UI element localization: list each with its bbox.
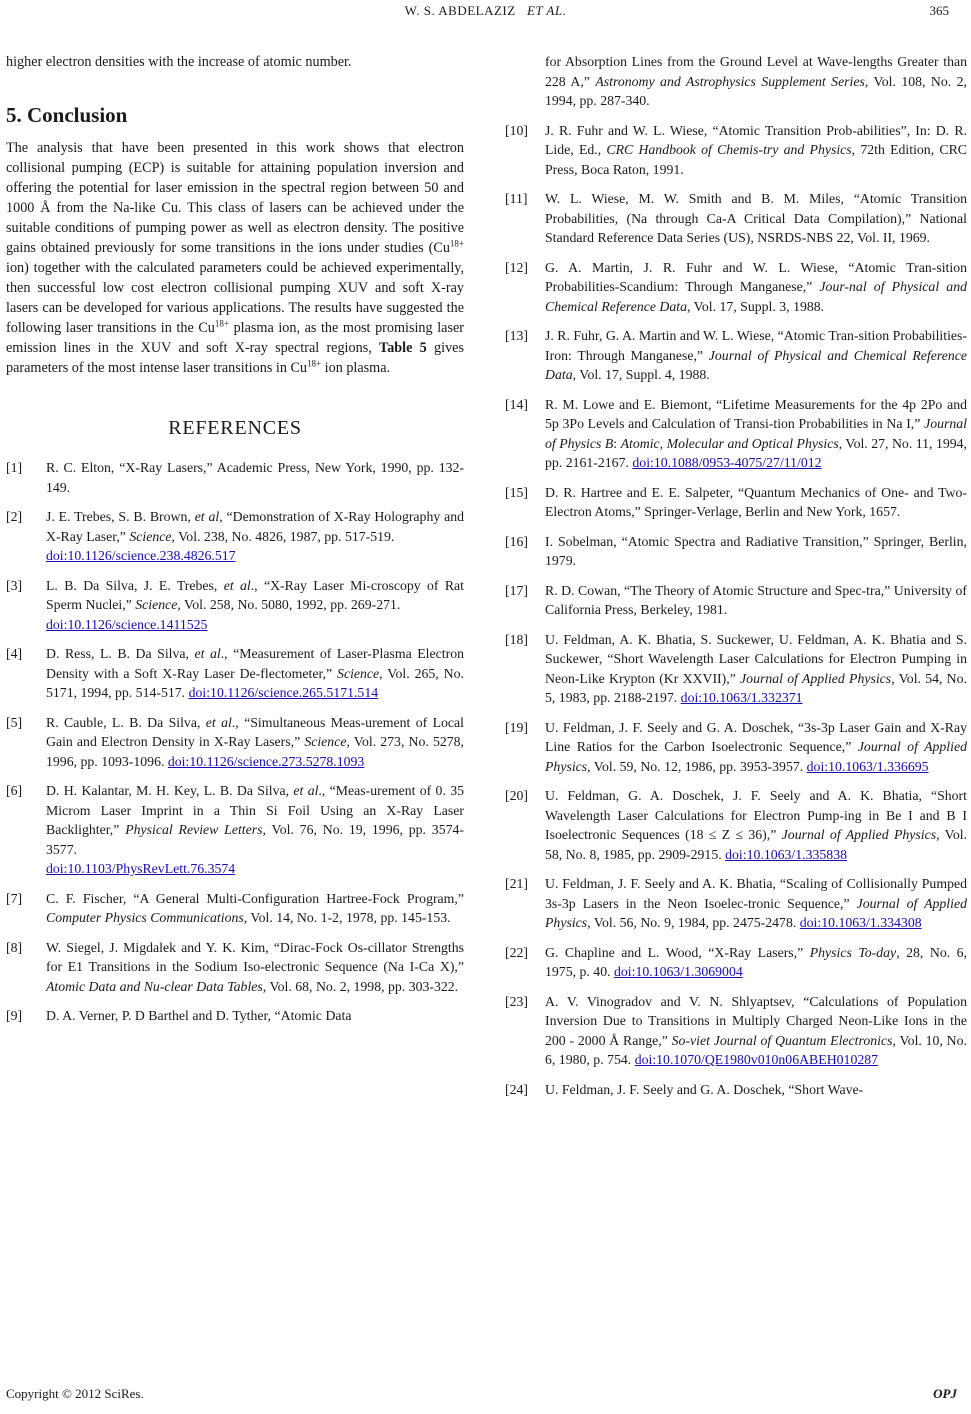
page-header [0, 0, 971, 28]
reference-item [505, 874, 967, 933]
reference-text: , Vol. 238, No. 4826, 1987, pp. 517-519. [171, 528, 395, 544]
charge-superscript: 18+ [307, 358, 322, 369]
reference-number: [11] [505, 191, 528, 206]
reference-item [6, 644, 464, 703]
reference-text: for Absorption Lines from the Ground Level at Wave-lengths Greater than 228 A,” [545, 54, 967, 89]
reference-number: [16] [505, 533, 528, 549]
journal-abbreviation: OPJ [933, 1386, 957, 1401]
table-reference: Table 5 [379, 340, 427, 356]
reference-journal: Computer Physics Communications [46, 910, 244, 925]
reference-journal: So-viet Journal of Quantum Electronics [671, 1032, 893, 1048]
intro-paragraph: higher electron densities with the increase of atomic number. [6, 54, 352, 70]
conclusion-text-2: ion) together with the calculated parameters could be achieved experimentally, then successful low cost electron collisional pumping XUV and soft X-ray lasers can be developed for various applications. The results have suggested the following laser transitions in the Cu [6, 260, 464, 336]
reference-item [505, 395, 967, 473]
reference-text: G. A. Martin, J. R. Fuhr and W. L. Wiese, “Atomic Tran-sition Probabilities-Scandium: Through Manganese,” [545, 259, 967, 294]
reference-text: D. R. Hartree and E. E. Salpeter, “Quantum Mechanics of One- and Two-Electron Atoms,” Springer-Verlage, Berlin and New York, 1657. [545, 484, 967, 519]
running-head [0, 3, 971, 19]
doi-link[interactable]: doi:10.1063/1.332371 [680, 690, 803, 705]
doi-link[interactable]: doi:10.1063/1.336695 [806, 758, 929, 774]
reference-text: R. C. Elton, “X-Ray Lasers,” Academic Press, New York, 1990, pp. 132-149. [46, 460, 464, 495]
reference-number: [24] [505, 1081, 528, 1097]
reference-item [505, 258, 967, 317]
reference-number: [17] [505, 582, 528, 598]
reference-item [505, 189, 967, 248]
reference-item [6, 713, 464, 772]
reference-italic: et al [194, 646, 221, 661]
reference-text: , Vol. 108, No. 2, 1994, pp. 287-340. [545, 73, 967, 108]
running-head-etal: ET AL. [526, 3, 567, 18]
reference-text: , Vol. 265, No. 5171, 1994, pp. 514-517. [46, 665, 464, 700]
reference-text: L. B. Da Silva, J. E. Trebes, [46, 577, 224, 593]
reference-number: [6] [6, 783, 23, 798]
reference-text: U. Feldman, J. F. Seely and G. A. Doschek, “3s-3p Laser Gain and X-Ray Line Ratios for the Carbon Isoelectronic Sequence,” [545, 719, 967, 754]
reference-journal: Science [129, 528, 172, 544]
doi-link[interactable]: doi:10.1063/1.335838 [725, 846, 847, 862]
doi-link[interactable]: doi:10.1126/science.238.4826.517 [46, 548, 236, 563]
reference-text: , Vol. 58, No. 8, 1985, pp. 2909-2915. [545, 827, 967, 862]
reference-text: G. Chapline and L. Wood, “X-Ray Lasers,” [545, 944, 810, 960]
reference-item [6, 938, 464, 997]
reference-item [505, 483, 967, 522]
reference-text: D. A. Verner, P. D Barthel and D. Tyther, “Atomic Data [46, 1008, 352, 1023]
doi-link[interactable]: doi:10.1126/science.1411525 [46, 616, 208, 632]
conclusion-text-5: ion plasma. [321, 360, 391, 376]
reference-number: [23] [505, 993, 528, 1009]
reference-text: , Vol. 14, No. 1-2, 1978, pp. 145-153. [243, 910, 451, 925]
page-number: 365 [929, 3, 949, 18]
reference-journal: Physical Review Letters [125, 822, 263, 837]
reference-text: U. Feldman, G. A. Doschek, J. F. Seely and A. K. Bhatia, “Short Wavelength Laser Calculations for Electron Pump-ing in Be I and B I Isoelectronic Sequences (18 ≤ Z ≤ 36),” [545, 788, 967, 842]
left-column [6, 52, 464, 1036]
reference-text: , Vol. 54, No. 5, 1983, pp. 2188-2197. [545, 670, 967, 705]
reference-item [505, 786, 967, 864]
reference-text: R. D. Cowan, “The Theory of Atomic Structure and Spec-tra,” University of California Press, Berkeley, 1981. [545, 582, 967, 617]
reference-text: ., “Meas-urement of 0. 35 Microm Laser Imprint in a Thin Si Foil Using an X-Ray Laser Backlighter,” [46, 783, 465, 837]
reference-text: C. F. Fischer, “A General Multi-Configuration Hartree-Fock Program,” [46, 890, 464, 906]
doi-link[interactable]: doi:10.1070/QE1980v010n06ABEH010287 [634, 1052, 879, 1067]
reference-italic: et al [293, 783, 319, 798]
reference-item [505, 630, 967, 708]
reference-item [6, 889, 464, 928]
reference-item [505, 718, 967, 777]
reference-number: [15] [505, 484, 528, 500]
conclusion-text-4: gives parameters of the most intense laser transitions in Cu [6, 340, 464, 376]
reference-text: I. Sobelman, “Atomic Spectra and Radiative Transition,” Springer, Berlin, 1979. [545, 533, 967, 568]
charge-superscript: 18+ [449, 238, 464, 249]
reference-journal: Journal of Applied Physics [740, 670, 892, 686]
reference-text: U. Feldman, J. F. Seely and G. A. Doschek, “Short Wave- [545, 1081, 864, 1097]
reference-item [505, 121, 967, 180]
reference-journal: Physics To-day [809, 944, 897, 960]
reference-number: [4] [6, 646, 23, 661]
reference-journal: CRC Handbook of Chemis-try and Physics [606, 142, 852, 157]
reference-number: [12] [505, 259, 528, 275]
reference-italic: et al [223, 577, 251, 593]
reference-text: ., “Measurement of Laser-Plasma Electron Density with a Soft X-Ray Laser De-flectometer,” [46, 646, 464, 681]
reference-journal: Astronomy and Astrophysics Supplement Series [595, 73, 865, 89]
reference-item [6, 576, 464, 635]
conclusion-text-1: The analysis that have been presented in this work shows that electron collisional pumping (ECP) is suitable for attaining population inversion and offering the potential for laser emission in the spectral region between 50 and 1000 Å from the Na-like Cu. This class of lasers can be achieved under the suitable conditions of pumping power as well as electron density. The positive gains obtained previously for some transitions in the ions under studies (Cu [6, 140, 464, 256]
reference-number: [21] [505, 876, 528, 891]
reference-item [505, 1080, 967, 1100]
reference-text: R. Cauble, L. B. Da Silva, [46, 714, 206, 730]
reference-journal: Journal of Physics B [545, 416, 967, 451]
reference-item [6, 1006, 464, 1026]
running-head-author: W. S. ABDELAZIZ [404, 3, 516, 18]
charge-superscript: 18+ [214, 318, 229, 329]
reference-text: , Vol. 56, No. 9, 1984, pp. 2475-2478. [587, 915, 800, 930]
reference-text: , Vol. 76, No. 19, 1996, pp. 3574-3577. [46, 822, 464, 857]
reference-journal: Science [135, 597, 178, 612]
reference-journal: Jour-nal of Physical and Chemical Reference Data [545, 279, 967, 314]
doi-link[interactable]: doi:10.1063/1.334308 [799, 915, 922, 930]
reference-item [6, 507, 464, 566]
reference-text: U. Feldman, A. K. Bhatia, S. Suckewer, U. Feldman, A. K. Bhatia and S. Suckewer, “Short Wavelength Laser Calculations for Electron Pumping in Neon-Like Krypton (Kr XXVII),” [545, 631, 967, 686]
doi-link[interactable]: doi:10.1126/science.273.5278.1093 [167, 753, 365, 769]
reference-text: J. E. Trebes, S. B. Brown, [46, 509, 195, 524]
doi-link[interactable]: doi:10.1088/0953-4075/27/11/012 [632, 455, 822, 470]
reference-journal: Journal of Applied Physics [545, 739, 967, 774]
reference-number: [2] [6, 509, 23, 524]
reference-text: W. Siegel, J. Migdalek and Y. K. Kim, “Dirac-Fock Os-cillator Strengths for E1 Transitions in the Sodium Iso-electronic Sequence (Na I-Ca X),” [46, 939, 464, 974]
reference-number: [13] [505, 328, 528, 343]
reference-journal: Journal of Physical and Chemical Reference Data [545, 347, 967, 382]
reference-item [505, 992, 967, 1070]
doi-link[interactable]: doi:10.1063/1.3069004 [613, 964, 743, 979]
reference-text: , Vol. 68, No. 2, 1998, pp. 303-322. [262, 978, 459, 994]
reference-text: : [613, 435, 621, 451]
reference-number: [10] [505, 122, 528, 138]
reference-italic: et al [194, 509, 220, 524]
reference-number: [1] [6, 460, 23, 475]
reference-item [505, 581, 967, 620]
reference-text: , Vol. 59, No. 12, 1986, pp. 3953-3957. [587, 758, 807, 774]
reference-item [505, 326, 967, 385]
reference-text: , Vol. 17, Suppl. 4, 1988. [572, 367, 710, 382]
reference-text: R. M. Lowe and E. Biemont, “Lifetime Measurements for the 4p 2Po and 5p 3Po Levels and Calculation of Transi-tion Probabilities in Na I,” [545, 396, 967, 431]
reference-journal: Journal of Applied Physics [781, 827, 937, 842]
reference-number: [14] [505, 396, 528, 412]
reference-item [505, 943, 967, 982]
reference-number: [18] [505, 631, 528, 647]
reference-journal: Atomic Data and Nu-clear Data Tables [46, 978, 263, 994]
reference-journal: Science [304, 734, 347, 749]
reference-number: [9] [6, 1008, 23, 1023]
reference-italic: et al [205, 714, 232, 730]
reference-text: J. R. Fuhr, G. A. Martin and W. L. Wiese, “Atomic Tran-sition Probabilities-Iron: Through Manganese,” [545, 328, 967, 363]
reference-item-continued [505, 52, 967, 111]
reference-text: , Vol. 17, Suppl. 3, 1988. [687, 298, 825, 314]
reference-number: [3] [6, 577, 23, 593]
reference-text: D. H. Kalantar, M. H. Key, L. B. Da Silva, [46, 783, 294, 798]
reference-text: , “Demonstration of X-Ray Holography and X-Ray Laser,” [46, 509, 464, 544]
page-footer [6, 1382, 957, 1402]
copyright-notice: Copyright © 2012 SciRes. [6, 1386, 144, 1401]
reference-number: [19] [505, 719, 528, 735]
conclusion-heading: 5. Conclusion [6, 103, 128, 127]
reference-text: , Vol. 258, No. 5080, 1992, pp. 269-271. [177, 597, 401, 612]
reference-text: W. L. Wiese, M. W. Smith and B. M. Miles, “Atomic Transition Probabilities, (Na through Ca-A Critical Data Compilation),” National Standard Reference Data Series (US), NSRDS-NBS 22, Vol. II, 1969. [545, 191, 967, 245]
reference-text: ., “X-Ray Laser Mi-croscopy of Rat Sperm Nuclei,” [46, 577, 464, 612]
reference-text: , Vol. 27, No. 11, 1994, pp. 2161-2167. [545, 435, 967, 470]
conclusion-paragraph [6, 138, 464, 378]
reference-text: ., “Simultaneous Meas-urement of Local Gain and Electron Density in X-Ray Lasers,” [46, 714, 465, 749]
reference-item [505, 532, 967, 571]
right-column [505, 52, 967, 1109]
reference-text: A. V. Vinogradov and V. N. Shlyaptsev, “Calculations of Population Inversion Due to Transitions in Multiply Charged Neon-Like Ions in the 200 - 2000 Å Range,” [545, 993, 967, 1048]
reference-text: J. R. Fuhr and W. L. Wiese, “Atomic Transition Prob-abilities”, In: D. R. Lide, Ed., [545, 122, 967, 157]
doi-link[interactable]: doi:10.1103/PhysRevLett.76.3574 [46, 861, 236, 876]
reference-number: [8] [6, 939, 23, 955]
reference-text: , Vol. 273, No. 5278, 1996, pp. 1093-1096. [46, 734, 464, 769]
reference-number: [7] [6, 890, 23, 906]
reference-text: U. Feldman, J. F. Seely and A. K. Bhatia, “Scaling of Collisionally Pumped 3s-3p Lasers in the Neon Isoelec-tronic Sequence,” [545, 876, 967, 911]
reference-text: D. Ress, L. B. Da Silva, [46, 646, 195, 661]
reference-item [6, 781, 464, 879]
reference-journal: Atomic, Molecular and Optical Physics [620, 435, 839, 451]
reference-item [6, 458, 464, 497]
references-heading: REFERENCES [168, 417, 302, 439]
reference-journal: Journal of Applied Physics [545, 895, 967, 930]
reference-number: [5] [6, 714, 23, 730]
conclusion-text-3: plasma ion, as the most promising laser emission lines in the XUV and soft X-ray spectral regions, [6, 320, 464, 356]
reference-journal: Science [337, 665, 380, 681]
reference-text: , 72th Edition, CRC Press, Boca Raton, 1991. [545, 142, 967, 177]
reference-text: , Vol. 10, No. 6, 1980, p. 754. [545, 1032, 967, 1067]
reference-number: [20] [505, 788, 528, 803]
reference-number: [22] [505, 944, 528, 960]
reference-text: , 28, No. 6, 1975, p. 40. [545, 944, 968, 979]
doi-link[interactable]: doi:10.1126/science.265.5171.514 [188, 685, 379, 700]
